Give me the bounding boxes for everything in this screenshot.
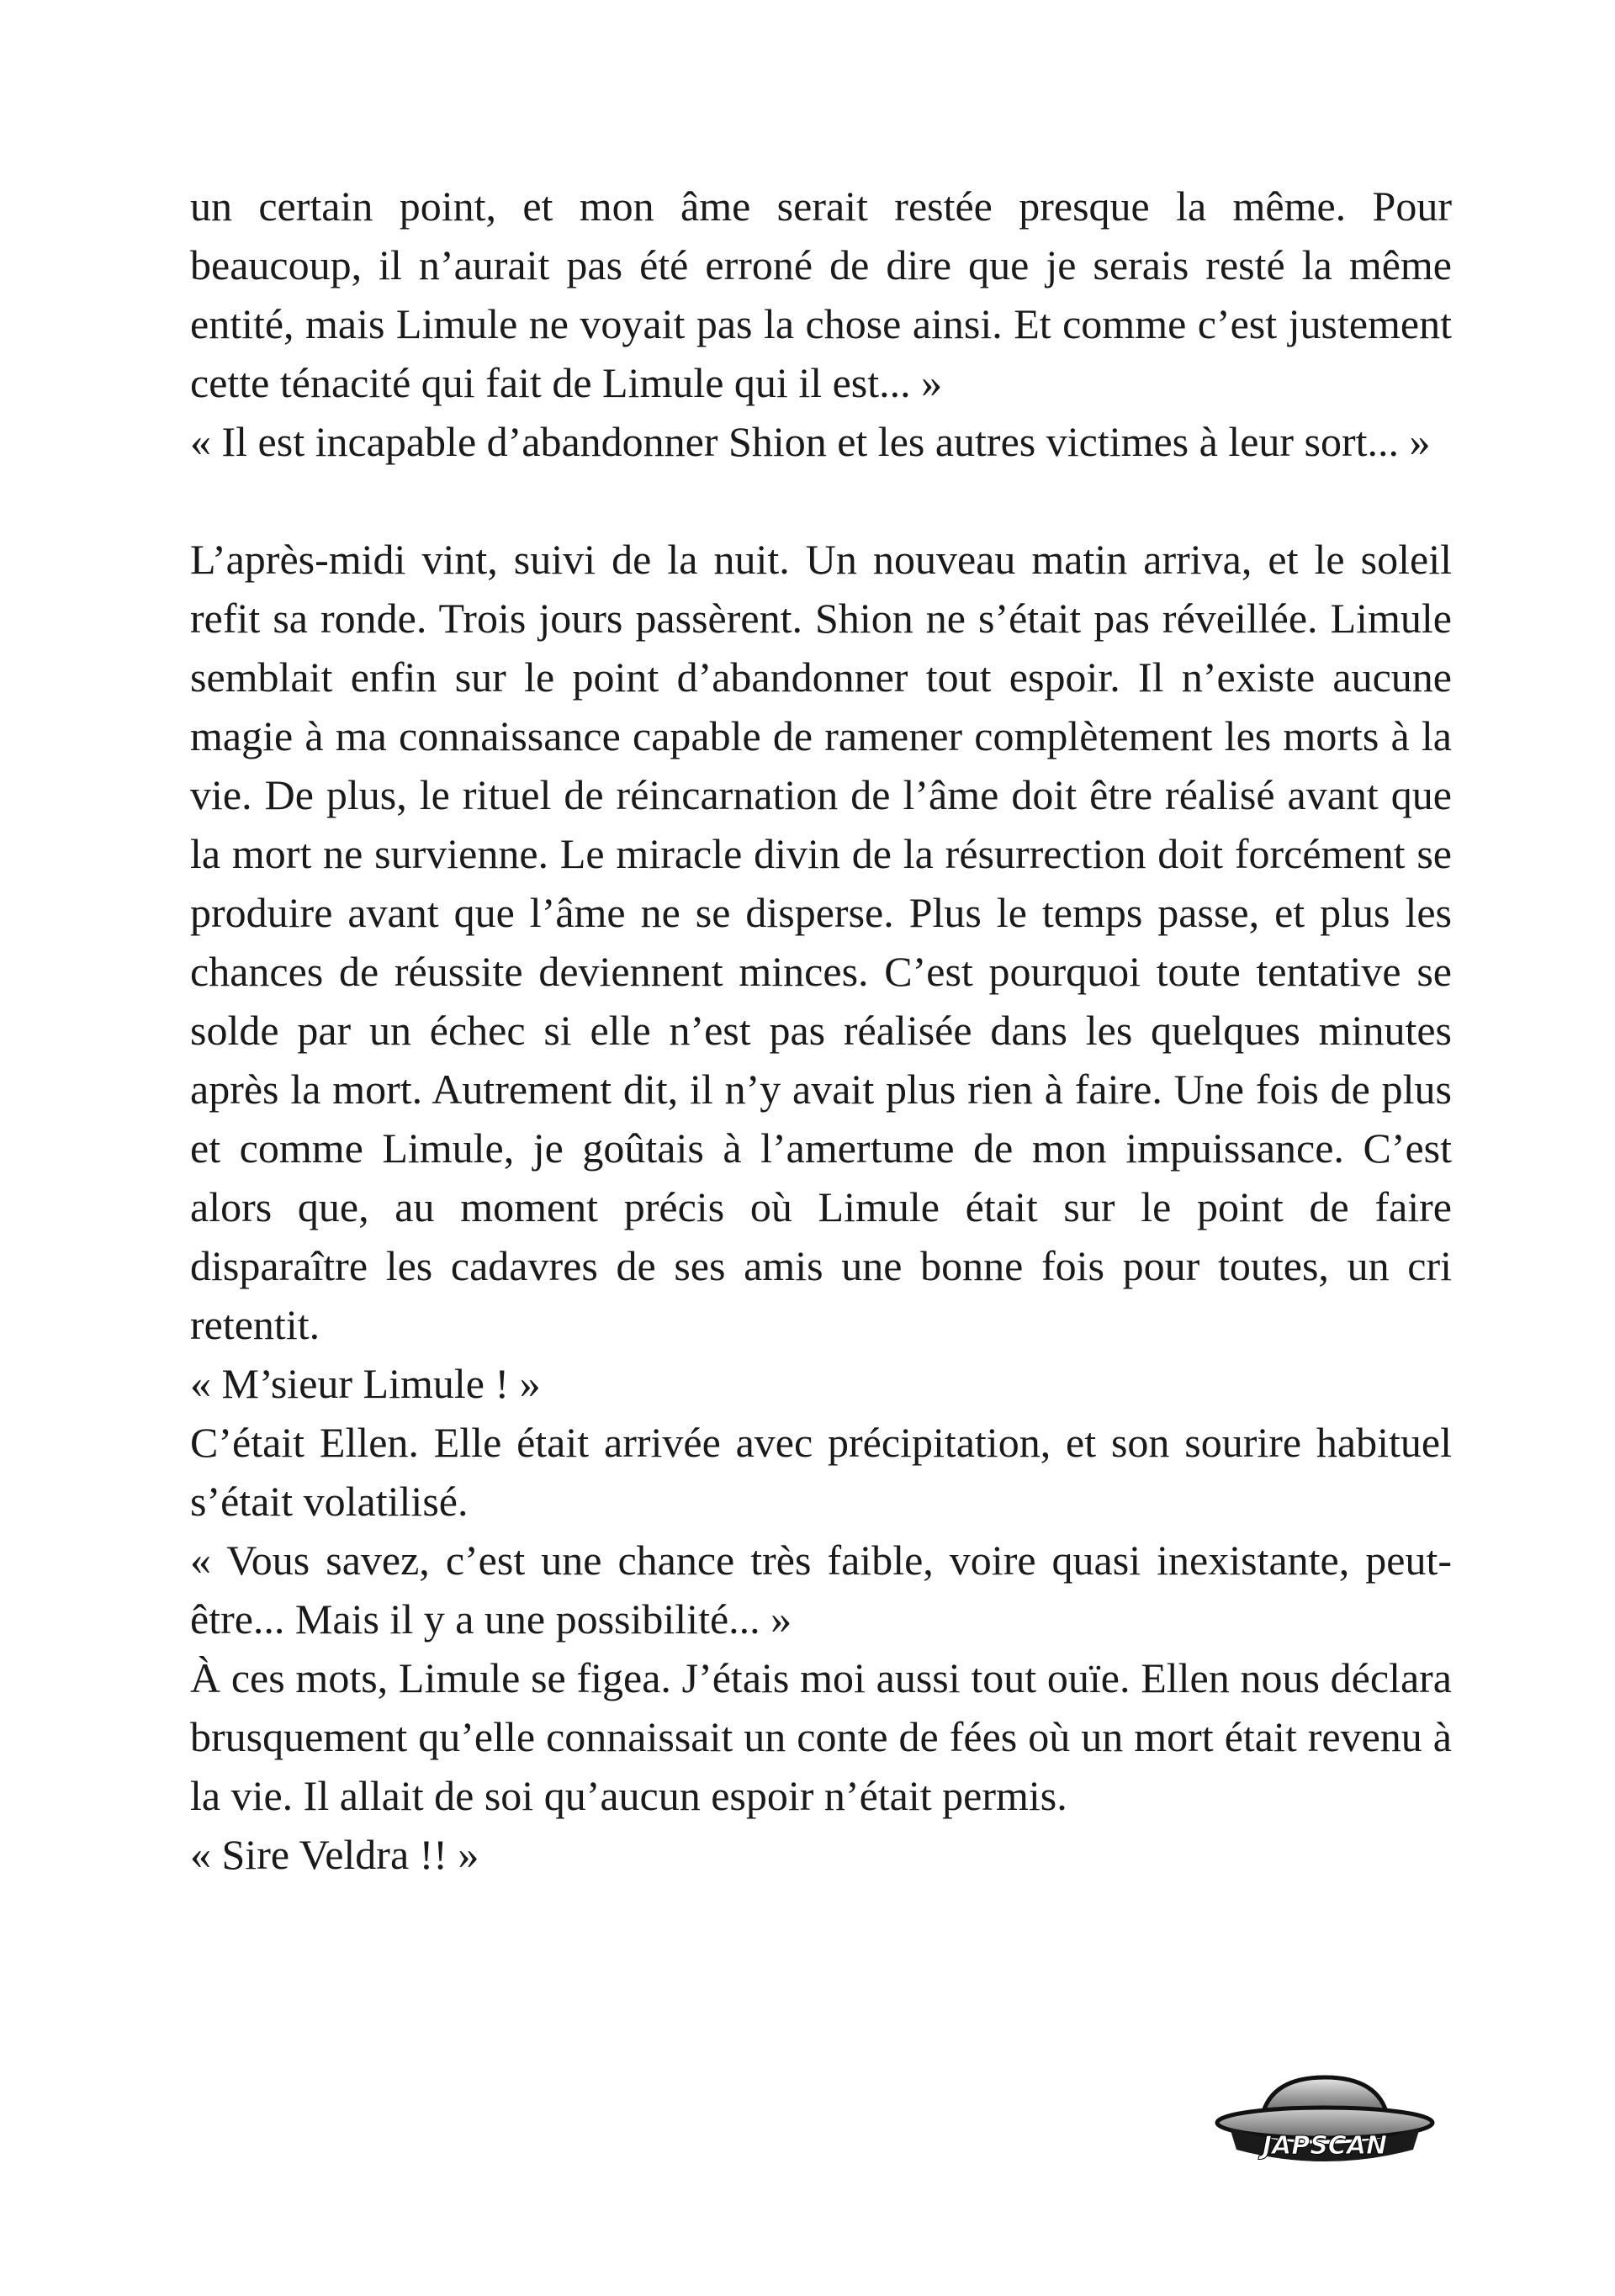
body-text xyxy=(190,177,1452,1884)
paragraph: « Sire Veldra !! » xyxy=(190,1831,479,1878)
flying-saucer-logo-icon xyxy=(1211,2069,1438,2170)
paragraph: À ces mots, Limule se figea. J’étais moi aussi tout ouïe. Ellen nous déclara brusquement qu’elle connaissait un conte de fées où un mort était revenu à la vie. Il allait de soi qu’aucun espoir n’était permis. xyxy=(190,1654,1452,1819)
watermark-text: JAPSCAN xyxy=(1262,2131,1388,2161)
paragraph: C’était Ellen. Elle était arrivée avec précipitation, et son sourire habituel s’était volatilisé. xyxy=(190,1419,1452,1525)
paragraph: « Il est incapable d’abandonner Shion et les autres victimes à leur sort... » xyxy=(190,418,1431,465)
paragraph-gap xyxy=(190,471,1452,530)
paragraph: « Vous savez, c’est une chance très faible, voire quasi inexistante, peut-être... Mais il y a une possibilité... » xyxy=(190,1537,1452,1643)
paragraph: un certain point, et mon âme serait restée presque la même. Pour beaucoup, il n’aurait pas été erroné de dire que je serais resté la même entité, mais Limule ne voyait pas la chose ainsi. Et comme c’est justement cette ténacité qui fait de Limule qui il est... » xyxy=(190,183,1452,406)
paragraph: « M’sieur Limule ! » xyxy=(190,1360,541,1407)
paragraph: L’après-midi vint, suivi de la nuit. Un nouveau matin arriva, et le soleil refit sa ronde. Trois jours passèrent. Shion ne s’était pas réveillée. Limule semblait enfin sur le point d’abandonner tout espoir. Il n’existe aucune magie à ma connaissance capable de ramener complètement les morts à la vie. De plus, le rituel de réincarnation de l’âme doit être réalisé avant que la mort ne survienne. Le miracle divin de la résurrection doit forcément se produire avant que l’âme ne se disperse. Plus le temps passe, et plus les chances de réussite deviennent minces. C’est pourquoi toute tentative se solde par un échec si elle n’est pas réalisée dans les quelques minutes après la mort. Autrement dit, il n’y avait plus rien à faire. Une fois de plus et comme Limule, je goûtais à l’amertume de mon impuissance. C’est alors que, au moment précis où Limule était sur le point de faire disparaître les cadavres de ses amis une bonne fois pour toutes, un cri retentit. xyxy=(190,536,1452,1348)
